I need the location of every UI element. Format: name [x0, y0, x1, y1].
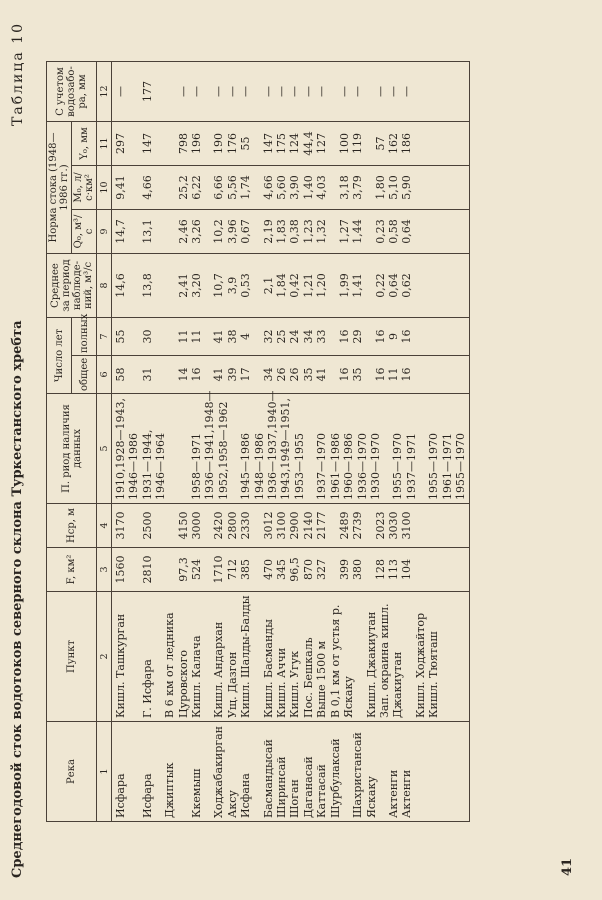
- cell-line: [127, 321, 140, 352]
- cell-line: 1,44: [351, 219, 365, 244]
- cell-line: 2810: [140, 555, 154, 584]
- cell-line: Джиптык: [163, 762, 177, 818]
- cell-line: 0,62: [400, 273, 414, 298]
- cell-line: 11: [176, 329, 190, 344]
- cell-punkt: [112, 592, 470, 722]
- cell-line: [163, 213, 176, 250]
- cell-line: Шахристансай: [351, 732, 365, 818]
- cell-line: 1953—1955: [292, 433, 306, 500]
- cell-line: 1961—1971: [440, 433, 454, 500]
- column-index: 3: [97, 548, 112, 592]
- cell-line: 0,58: [386, 219, 400, 244]
- table-number: Таблица 10: [10, 22, 26, 126]
- column-index: 8: [97, 253, 112, 317]
- cell-line: 2140: [301, 511, 315, 540]
- cell-line: 113: [386, 559, 400, 580]
- cell-line: 55: [114, 329, 127, 344]
- cell-line: 1946—1964: [154, 433, 168, 500]
- cell-area: [112, 548, 470, 592]
- cell-line: 1955—1970: [453, 433, 467, 500]
- cell-line: [127, 595, 140, 718]
- cell-line: 124: [288, 132, 302, 154]
- cell-line: 34: [301, 329, 315, 344]
- cell-line: Выше 1500 м: [315, 640, 329, 718]
- cell-line: 380: [351, 559, 365, 580]
- column-index: 5: [97, 394, 112, 504]
- column-index: 1: [97, 722, 112, 822]
- cell-line: 176: [225, 132, 239, 154]
- cell-line: 1943,1949—1951,: [279, 398, 293, 500]
- cell-line: [127, 551, 140, 588]
- cell-line: 399: [337, 559, 351, 580]
- cell-line: 10,2: [212, 219, 226, 244]
- cell-line: 1945—1986: [239, 433, 253, 500]
- cell-line: 5,56: [225, 175, 239, 200]
- cell-line: Кишл. Угук: [288, 650, 302, 718]
- cell-line: 5,90: [400, 175, 414, 200]
- cell-line: 3170: [114, 511, 127, 540]
- col-period: П. риод наличия данных: [47, 394, 97, 504]
- cell-line: 38: [225, 329, 239, 344]
- cell-line: Кишл. Ходжайтор: [413, 612, 427, 718]
- cell-line: 16: [400, 329, 414, 344]
- cell-line: Даганасай: [301, 756, 315, 818]
- cell-line: —: [261, 85, 275, 97]
- cell-line: —: [190, 85, 204, 97]
- cell-line: Шоган: [288, 779, 302, 818]
- cell-line: Исфара: [140, 773, 154, 818]
- cell-line: 1,83: [275, 219, 289, 244]
- cell-line: 3,90: [288, 175, 302, 200]
- cell-line: 1710: [212, 555, 226, 584]
- runoff-table: [46, 61, 470, 822]
- cell-line: 29: [351, 329, 365, 344]
- column-index: 9: [97, 209, 112, 253]
- cell-q0: [112, 209, 470, 253]
- cell-line: 104: [400, 559, 414, 580]
- cell-line: Г. Исфара: [140, 659, 154, 718]
- cell-line: 14: [176, 367, 190, 382]
- cell-line: 2900: [288, 511, 302, 540]
- cell-line: —: [351, 85, 365, 97]
- cell-line: 1952,1958—1962: [216, 401, 230, 500]
- cell-m0: [112, 165, 470, 209]
- cell-line: 2500: [140, 511, 154, 540]
- cell-line: 128: [373, 559, 387, 580]
- cell-line: —: [400, 85, 414, 97]
- cell-line: 1937—1971: [404, 433, 418, 500]
- cell-line: 1961—1986: [328, 433, 342, 500]
- cell-line: 147: [261, 132, 275, 154]
- cell-line: 1930—1970: [368, 433, 382, 500]
- cell-line: 4: [239, 333, 253, 340]
- cell-line: Яскаку: [342, 676, 356, 718]
- cell-line: 13,8: [140, 273, 154, 298]
- col-m0: M₀, л/ с·км²: [72, 165, 97, 209]
- cell-line: 1,21: [301, 273, 315, 298]
- cell-line: 0,42: [288, 273, 302, 298]
- cell-line: [163, 507, 176, 544]
- cell-line: 14,6: [114, 273, 127, 298]
- cell-line: 97,3: [176, 557, 190, 582]
- cell-line: Джакиутан: [391, 651, 405, 718]
- col-q0: Q₀, м³/с: [72, 209, 97, 253]
- cell-line: 16: [400, 367, 414, 382]
- cell-line: 4150: [176, 511, 190, 540]
- cell-line: Кишл. Басманды: [261, 619, 275, 718]
- cell-line: 41: [315, 367, 329, 382]
- cell-line: Ходжабакирган: [212, 726, 226, 818]
- cell-line: 119: [351, 132, 365, 154]
- cell-line: [127, 169, 140, 206]
- cell-line: 16: [373, 329, 387, 344]
- cell-line: 9: [386, 333, 400, 340]
- cell-line: Кишл. Джакиутан: [364, 611, 378, 718]
- column-index: 10: [97, 165, 112, 209]
- cell-line: 41: [212, 367, 226, 382]
- page-number: 41: [560, 857, 575, 876]
- cell-line: 2,41: [176, 273, 190, 298]
- cell-line: 3,18: [337, 175, 351, 200]
- cell-line: 41: [212, 329, 226, 344]
- cell-line: Шурбулаксай: [328, 738, 342, 818]
- cell-line: 2800: [225, 511, 239, 540]
- cell-line: 1931—1944,: [140, 429, 154, 500]
- cell-line: 0,22: [373, 273, 387, 298]
- cell-line: 327: [315, 559, 329, 580]
- column-index: 7: [97, 317, 112, 355]
- cell-line: 1,80: [373, 175, 387, 200]
- cell-line: [163, 257, 176, 314]
- cell-line: 1936—1941,1948—: [203, 390, 217, 500]
- cell-line: 2,19: [261, 219, 275, 244]
- cell-line: 3,20: [190, 273, 204, 298]
- cell-line: 1,40: [301, 175, 315, 200]
- cell-line: 24: [288, 329, 302, 344]
- cell-line: 524: [190, 559, 204, 580]
- cell-line: 3,79: [351, 175, 365, 200]
- col-reka: Река: [47, 722, 97, 822]
- cell-line: Актенги: [400, 769, 414, 818]
- cell-line: 127: [315, 132, 329, 154]
- column-index: 6: [97, 356, 112, 394]
- cell-line: 1958—1971: [190, 433, 204, 500]
- column-index: 11: [97, 121, 112, 165]
- cell-line: 16: [337, 329, 351, 344]
- col-years-total: общее: [72, 356, 97, 394]
- cell-line: Басмандысай: [261, 739, 275, 818]
- cell-line: Цуровского: [176, 650, 190, 718]
- cell-line: 4,03: [315, 175, 329, 200]
- cell-line: 3100: [275, 511, 289, 540]
- cell-line: 0,53: [239, 273, 253, 298]
- cell-line: 798: [176, 132, 190, 154]
- cell-line: —: [315, 85, 329, 97]
- cell-line: 1,84: [275, 273, 289, 298]
- col-punkt: Пункт: [47, 592, 97, 722]
- cell-line: 1948—1986: [252, 433, 266, 500]
- cell-line: 470: [261, 559, 275, 580]
- cell-line: 3012: [261, 511, 275, 540]
- cell-line: 297: [114, 132, 127, 154]
- cell-line: 2023: [373, 511, 387, 540]
- cell-line: —: [386, 85, 400, 97]
- cell-line: 26: [288, 367, 302, 382]
- cell-line: —: [301, 85, 315, 97]
- cell-line: [127, 725, 140, 818]
- cell-line: Кишл. Ташкурган: [114, 613, 127, 718]
- cell-line: 0,64: [400, 219, 414, 244]
- cell-line: [163, 65, 176, 118]
- cell-line: [127, 125, 140, 162]
- cell-line: [127, 359, 140, 390]
- cell-years-full: [112, 317, 470, 355]
- cell-line: Ущ. Дазгон: [225, 651, 239, 718]
- cell-line: 1,74: [239, 175, 253, 200]
- col-years-full: полных: [72, 317, 97, 355]
- cell-line: —: [176, 85, 190, 97]
- cell-line: 57: [373, 136, 387, 151]
- cell-line: 2739: [351, 511, 365, 540]
- cell-line: [127, 213, 140, 250]
- cell-line: 5,10: [386, 175, 400, 200]
- col-height: Hср, м: [47, 504, 97, 548]
- cell-line: 3030: [386, 511, 400, 540]
- cell-line: Каттасай: [315, 764, 329, 818]
- cell-line: 1,99: [337, 273, 351, 298]
- cell-line: В 0,1 км от устья р.: [328, 604, 342, 718]
- cell-line: 147: [140, 132, 154, 154]
- cell-line: 1,41: [351, 273, 365, 298]
- cell-period: [112, 390, 470, 504]
- cell-reka: [112, 722, 470, 822]
- col-area: F, км²: [47, 548, 97, 592]
- cell-height: [112, 504, 470, 548]
- cell-line: [163, 359, 176, 390]
- cell-line: 3,9: [225, 276, 239, 295]
- table-body-row: [112, 61, 470, 821]
- cell-line: 3,96: [225, 219, 239, 244]
- cell-line: 1,20: [315, 273, 329, 298]
- col-norm-group: Норма стока (1948—1986 гг.): [47, 121, 72, 253]
- cell-line: 0,67: [239, 219, 253, 244]
- col-water: С учетом водозабо-ра, мм: [47, 61, 97, 121]
- cell-line: Ширинсай: [275, 756, 289, 818]
- cell-line: 1955—1970: [427, 433, 441, 500]
- cell-line: 33: [315, 329, 329, 344]
- cell-line: —: [239, 85, 253, 97]
- cell-line: 345: [275, 559, 289, 580]
- cell-line: 1936—1937,1940—: [266, 390, 280, 500]
- cell-line: Кишл. Аччи: [275, 647, 289, 718]
- cell-line: Исфана: [239, 773, 253, 818]
- cell-line: —: [337, 85, 351, 97]
- cell-line: —: [212, 85, 226, 97]
- cell-line: 3000: [190, 511, 204, 540]
- cell-line: 0,38: [288, 219, 302, 244]
- cell-line: [163, 551, 176, 588]
- page-header: [6, 22, 32, 878]
- cell-line: 11: [386, 367, 400, 382]
- cell-line: [127, 65, 140, 118]
- cell-line: —: [373, 85, 387, 97]
- cell-line: Ккемыш: [190, 768, 204, 818]
- cell-years-total: [112, 356, 470, 394]
- cell-line: 2489: [337, 511, 351, 540]
- cell-line: 5,60: [275, 175, 289, 200]
- column-index: 4: [97, 504, 112, 548]
- cell-line: 1960—1986: [342, 433, 356, 500]
- cell-line: 35: [301, 367, 315, 382]
- cell-line: 1936—1970: [355, 433, 369, 500]
- col-mean: Среднее за период наблюде-ний, м³/с: [47, 253, 97, 317]
- cell-line: 1937—1970: [315, 433, 329, 500]
- cell-line: 25: [275, 329, 289, 344]
- cell-line: 4,66: [140, 175, 154, 200]
- cell-line: 2330: [239, 511, 253, 540]
- cell-line: 9,41: [114, 175, 127, 200]
- cell-line: 3100: [400, 511, 414, 540]
- cell-line: 162: [386, 132, 400, 154]
- cell-line: Зап. окраина кишл.: [377, 603, 391, 718]
- cell-line: Яскаку: [364, 776, 378, 818]
- cell-line: Кишл. Андархан: [212, 621, 226, 718]
- cell-line: 13,1: [140, 219, 154, 244]
- cell-line: [163, 169, 176, 206]
- cell-line: 1946—1986: [127, 433, 141, 500]
- cell-line: 2177: [315, 511, 329, 540]
- col-years-group: Число лет: [47, 317, 72, 393]
- cell-line: —: [275, 85, 289, 97]
- cell-line: Аксу: [225, 790, 239, 818]
- cell-line: —: [288, 85, 302, 97]
- cell-line: 35: [351, 367, 365, 382]
- cell-line: 16: [373, 367, 387, 382]
- cell-line: 1,23: [301, 219, 315, 244]
- cell-line: [163, 125, 176, 162]
- cell-line: Актенги: [386, 769, 400, 818]
- column-index: 2: [97, 592, 112, 722]
- cell-line: 712: [225, 559, 239, 580]
- cell-y0: [112, 121, 470, 165]
- cell-line: 14,7: [114, 219, 127, 244]
- cell-line: 6,22: [190, 175, 204, 200]
- cell-line: 55: [239, 136, 253, 151]
- col-y0: Y₀, мм: [72, 121, 97, 165]
- cell-line: 30: [140, 329, 154, 344]
- cell-mean: [112, 253, 470, 317]
- cell-line: 34: [261, 367, 275, 382]
- cell-line: 44,4: [301, 131, 315, 156]
- cell-line: 385: [239, 559, 253, 580]
- cell-line: 1,27: [337, 219, 351, 244]
- cell-line: 175: [275, 132, 289, 154]
- cell-line: В 6 км от ледника: [163, 612, 177, 718]
- cell-line: [177, 397, 190, 500]
- cell-line: —: [225, 85, 239, 97]
- cell-line: [163, 321, 176, 352]
- cell-line: 10,7: [212, 273, 226, 298]
- cell-line: 0,64: [386, 273, 400, 298]
- table-title: Среднегодовой сток водотоков северного склона Туркестанского хребта: [10, 320, 25, 878]
- cell-line: 26: [275, 367, 289, 382]
- cell-line: 6,66: [212, 175, 226, 200]
- cell-line: 3,26: [190, 219, 204, 244]
- cell-line: Пос. Бешкаль: [301, 637, 315, 718]
- cell-line: Кишл. Калача: [190, 635, 204, 718]
- column-index: 12: [97, 61, 112, 121]
- cell-line: 2,1: [261, 276, 275, 295]
- cell-line: 25,2: [176, 175, 190, 200]
- column-index-row: [97, 61, 112, 821]
- cell-line: 186: [400, 132, 414, 154]
- cell-line: 100: [337, 132, 351, 154]
- cell-water: [112, 61, 470, 121]
- cell-line: [127, 257, 140, 314]
- cell-line: 870: [301, 559, 315, 580]
- cell-line: 1910,1928—1943,: [114, 398, 127, 500]
- cell-line: 2420: [212, 511, 226, 540]
- cell-line: 17: [239, 367, 253, 382]
- cell-line: 16: [190, 367, 204, 382]
- cell-line: 177: [140, 80, 154, 102]
- cell-line: 96,5: [288, 557, 302, 582]
- cell-line: 31: [140, 367, 154, 382]
- cell-line: 1,32: [315, 219, 329, 244]
- cell-line: 196: [190, 132, 204, 154]
- cell-line: 16: [337, 367, 351, 382]
- cell-line: Кишл. Тюяташ: [427, 631, 441, 718]
- cell-line: 32: [261, 329, 275, 344]
- cell-line: 2,46: [176, 219, 190, 244]
- cell-line: 1560: [114, 555, 127, 584]
- cell-line: 190: [212, 132, 226, 154]
- cell-line: Исфара: [114, 773, 127, 818]
- cell-line: 58: [114, 367, 127, 382]
- cell-line: [177, 725, 190, 818]
- cell-line: Кишл. Шалды-Балды: [239, 595, 253, 718]
- cell-line: 4,66: [261, 175, 275, 200]
- cell-line: 39: [225, 367, 239, 382]
- cell-line: 0,23: [373, 219, 387, 244]
- cell-line: [127, 507, 140, 544]
- cell-line: —: [114, 85, 127, 97]
- cell-line: 1955—1970: [391, 433, 405, 500]
- cell-line: 11: [190, 329, 204, 344]
